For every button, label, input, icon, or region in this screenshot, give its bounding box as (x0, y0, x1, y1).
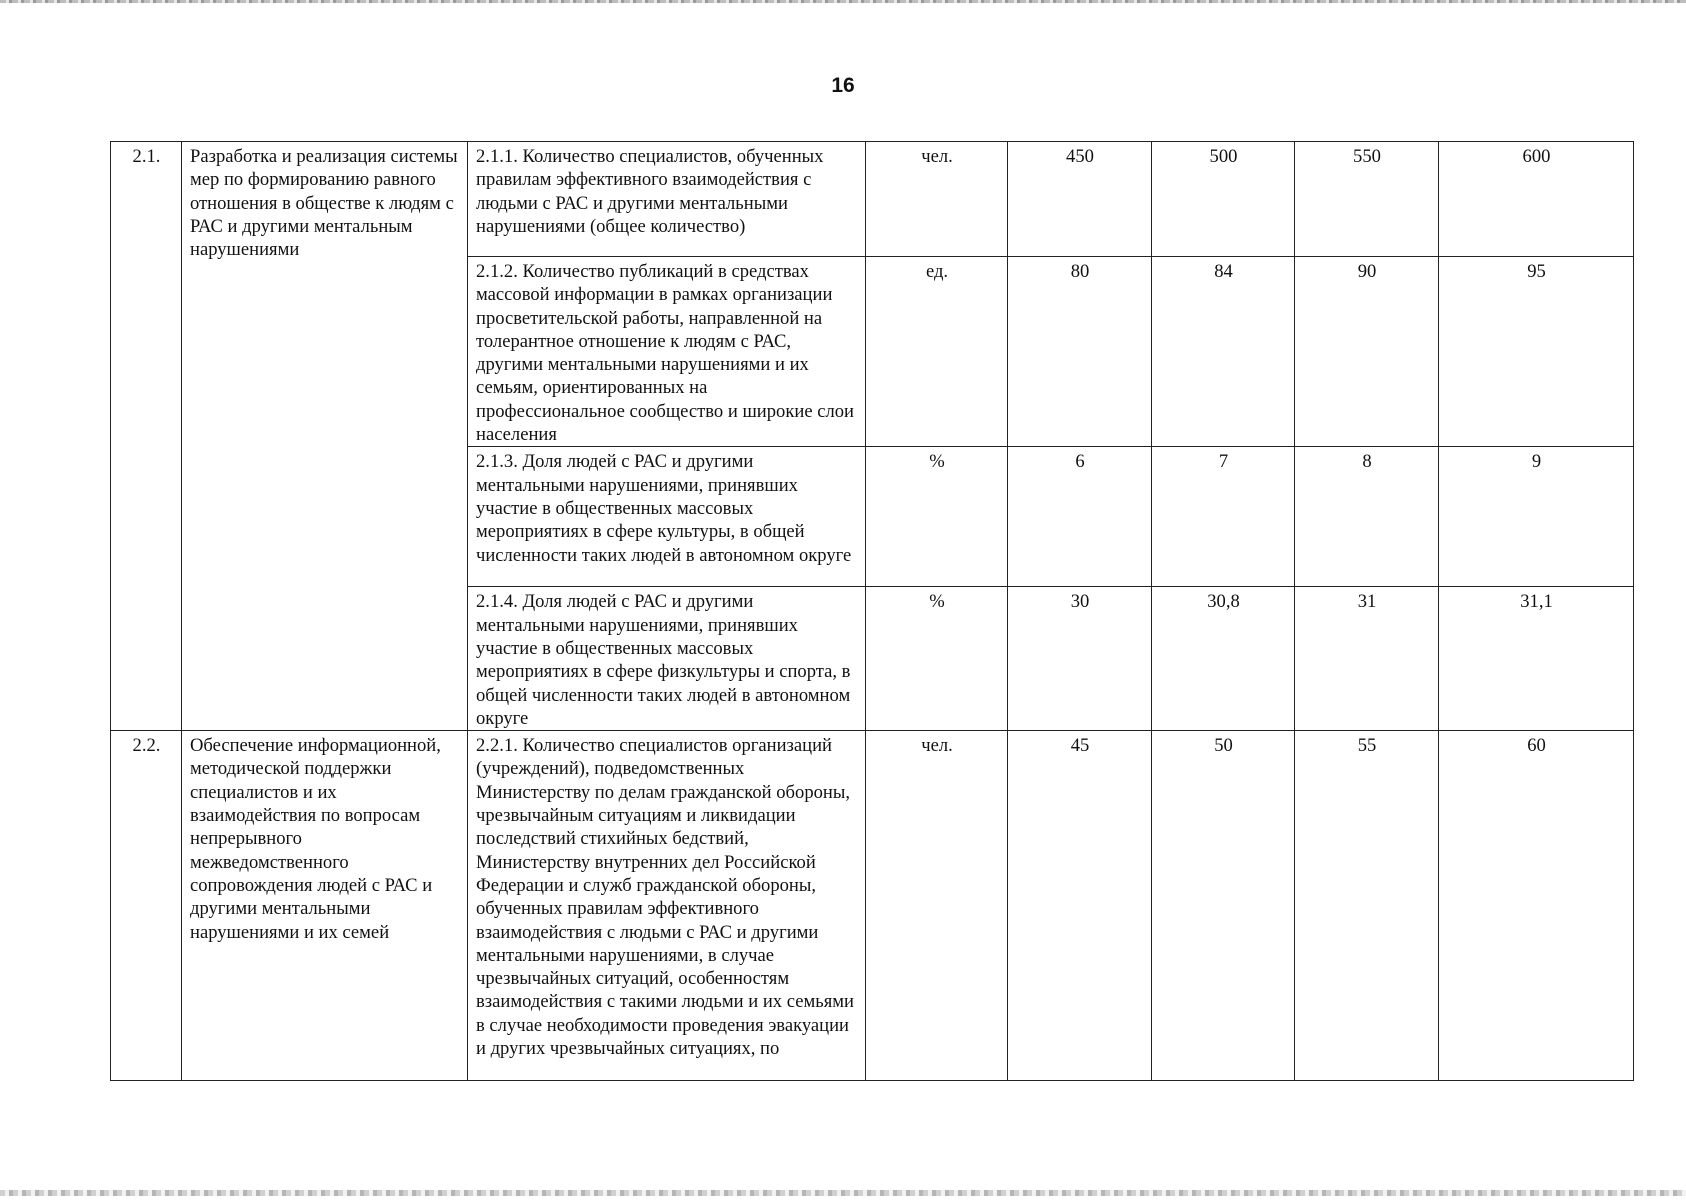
page-number: 16 (831, 74, 855, 97)
value-cell: 550 (1295, 142, 1439, 257)
unit-cell: чел. (866, 142, 1008, 257)
table-row (111, 142, 1634, 257)
measure-cell: Обеспечение информационной, методической поддержки специалистов и их взаимодействия по вопросам непрерывного межведомственного сопровождения людей с РАС и другими ментальными нарушениями и их семей (182, 731, 468, 1081)
value-cell: 45 (1008, 731, 1152, 1081)
value-cell: 50 (1152, 731, 1295, 1081)
row-number: 2.2. (111, 731, 182, 1081)
value-cell: 9 (1439, 447, 1634, 587)
unit-cell: ед. (866, 257, 1008, 447)
table-row (111, 731, 1634, 1081)
value-cell: 80 (1008, 257, 1152, 447)
indicator-cell: 2.1.4. Доля людей с РАС и другими ментальными нарушениями, принявших участие в общественных массовых мероприятиях в сфере физкультуры и спорта, в общей численности таких людей в автономном округе (468, 587, 866, 731)
value-cell: 60 (1439, 731, 1634, 1081)
scan-edge-bottom (0, 1190, 1686, 1196)
indicator-cell: 2.1.2. Количество публикаций в средствах массовой информации в рамках организации просветительской работы, направленной на толерантное отношение к людям с РАС, другими ментальными нарушениями и их семьям, ориентированных на профессиональное сообщество и широкие слои населения (468, 257, 866, 447)
row-number: 2.1. (111, 142, 182, 731)
unit-cell: % (866, 447, 1008, 587)
value-cell: 30,8 (1152, 587, 1295, 731)
value-cell: 30 (1008, 587, 1152, 731)
value-cell: 8 (1295, 447, 1439, 587)
measure-cell: Разработка и реализация системы мер по формированию равного отношения в обществе к людям с РАС и другими ментальным нарушениями (182, 142, 468, 731)
unit-cell: % (866, 587, 1008, 731)
value-cell: 6 (1008, 447, 1152, 587)
unit-cell: чел. (866, 731, 1008, 1081)
scan-edge-top (0, 0, 1686, 3)
indicator-cell: 2.1.3. Доля людей с РАС и другими ментальными нарушениями, принявших участие в общественных массовых мероприятиях в сфере культуры, в общей численности таких людей в автономном округе (468, 447, 866, 587)
value-cell: 500 (1152, 142, 1295, 257)
value-cell: 31,1 (1439, 587, 1634, 731)
indicators-table (110, 141, 1634, 1081)
value-cell: 600 (1439, 142, 1634, 257)
indicator-cell: 2.1.1. Количество специалистов, обученных правилам эффективного взаимодействия с людьми с РАС и другими ментальными нарушениями (общее количество) (468, 142, 866, 257)
value-cell: 450 (1008, 142, 1152, 257)
value-cell: 7 (1152, 447, 1295, 587)
value-cell: 55 (1295, 731, 1439, 1081)
indicator-cell: 2.2.1. Количество специалистов организаций (учреждений), подведомственных Министерству по делам гражданской обороны, чрезвычайным ситуациям и ликвидации последствий стихийных бедствий, Министерству внутренних дел Российской Федерации и служб гражданской обороны, обученных правилам эффективного взаимодействия с людьми с РАС и другими ментальными нарушениями, в случае чрезвычайных ситуаций, особенностям взаимодействия с такими людьми и их семьями в случае необходимости проведения эвакуации и других чрезвычайных ситуациях, по (468, 731, 866, 1081)
value-cell: 84 (1152, 257, 1295, 447)
value-cell: 95 (1439, 257, 1634, 447)
value-cell: 31 (1295, 587, 1439, 731)
value-cell: 90 (1295, 257, 1439, 447)
